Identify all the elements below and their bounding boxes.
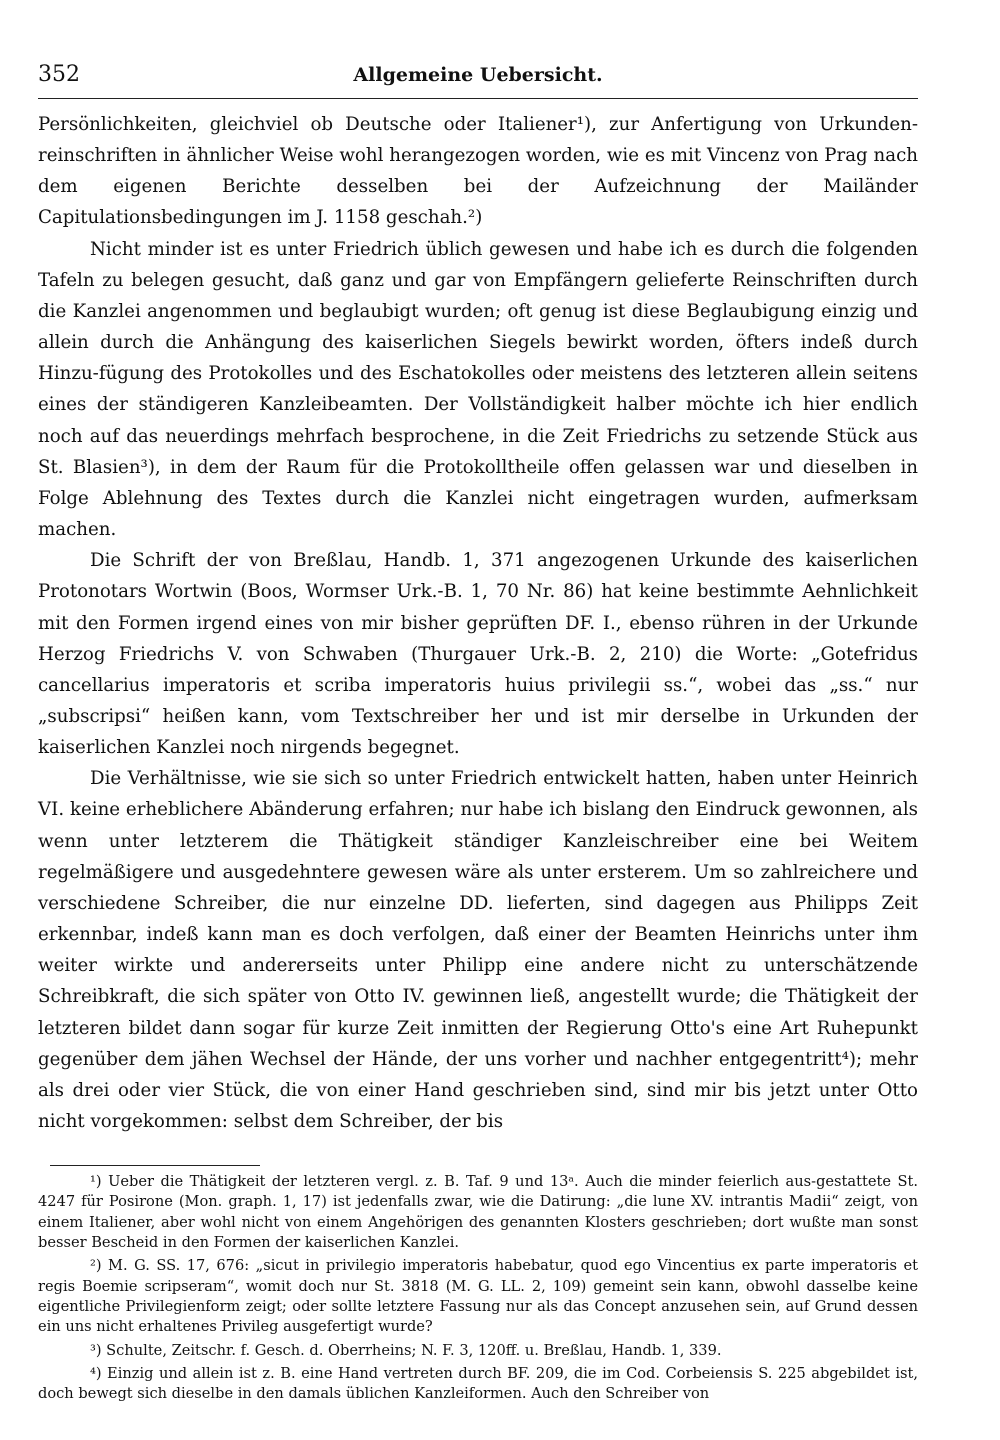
- footnote: ³) Schulte, Zeitschr. f. Gesch. d. Oberrheins; N. F. 3, 120ff. u. Breßlau, Handb. 1, 339.: [90, 1341, 722, 1359]
- running-title: Allgemeine Uebersicht.: [353, 64, 603, 86]
- paragraph: Die Verhältnisse, wie sie sich so unter Friedrich entwickelt hatten, haben unter Heinrich VI. keine erheblichere Abänderung erfahren; nur habe ich bislang den Eindruck gewonnen, als wenn unter letzterem die Thätigkeit ständiger Kanzleischreiber eine bei Weitem regelmäßigere und ausgedehntere gewesen wäre als unter ersterem. Um so zahlreichere und verschiedene Schreiber, die nur einzelne DD. lieferten, sind dagegen aus Philipps Zeit erkennbar, indeß kann man es doch verfolgen, daß einer der Beamten Heinrichs unter ihm weiter wirkte und andererseits unter Philipp eine andere nicht zu unterschätzende Schreibkraft, die sich später von Otto IV. gewinnen ließ, angestellt wurde; die Thätigkeit der letzteren bildet dann sogar für kurze Zeit inmitten der Regierung Otto's eine Art Ruhepunkt gegenüber dem jähen Wechsel der Hände, der uns vorher und nachher entgegentritt⁴); mehr als drei oder vier Stück, die von einer Hand geschrieben sind, sind mir bis jetzt unter Otto nicht vorgekommen: selbst dem Schreiber, der bis: [38, 768, 918, 1132]
- footnote: ⁴) Einzig und allein ist z. B. eine Hand vertreten durch BF. 209, die im Cod. Corbeiensis S. 225 abgebildet ist, doch bewegt sich dieselbe in den damals üblichen Kanzleiformen. Auch den Schreiber von: [38, 1364, 918, 1403]
- page-number: 352: [38, 62, 80, 87]
- paragraph: Die Schrift der von Breßlau, Handb. 1, 371 angezogenen Urkunde des kaiserlichen Protonotars Wortwin (Boos, Wormser Urk.-B. 1, 70 Nr. 86) hat keine bestimmte Aehnlichkeit mit den Formen irgend eines von mir bisher geprüften DF. I., ebenso rühren in der Urkunde Herzog Friedrichs V. von Schwaben (Thurgauer Urk.-B. 2, 210) die Worte: „Gotefridus cancellarius imperatoris et scriba imperatoris huius privilegii ss.“, wobei das „ss.“ nur „subscripsi“ heißen kann, vom Textschreiber her und ist mir derselbe in Urkunden der kaiserlichen Kanzlei noch nirgends begegnet.: [38, 550, 918, 759]
- body-text: [38, 109, 918, 1137]
- paragraph: Nicht minder ist es unter Friedrich üblich gewesen und habe ich es durch die folgenden Tafeln zu belegen gesucht, daß ganz und gar von Empfängern gelieferte Reinschriften durch die Kanzlei angenommen und beglaubigt wurden; oft genug ist diese Beglaubigung einzig und allein durch die Anhängung des kaiserlichen Siegels bewirkt worden, öfters indeß durch Hinzu-fügung des Protokolles und des Eschatokolles oder meistens des letzteren allein seitens eines der ständigeren Kanzleibeamten. Der Vollständigkeit halber möchte ich hier endlich noch auf das neuerdings mehrfach besprochene, in die Zeit Friedrichs zu setzende Stück aus St. Blasien³), in dem der Raum für die Protokolltheile offen gelassen war und dieselben in Folge Ablehnung des Textes durch die Kanzlei nicht eingetragen wurden, aufmerksam machen.: [38, 238, 918, 541]
- footnote-divider: [50, 1165, 260, 1166]
- running-header: [38, 62, 918, 99]
- footnote: ¹) Ueber die Thätigkeit der letzteren vergl. z. B. Taf. 9 und 13ᵃ. Auch die minder feierlich aus-gestattete St. 4247 für Posirone (Mon. graph. 1, 17) ist jedenfalls zwar, wie die Datirung: „die lune XV. intrantis Madii“ zeigt, von einem Italiener, aber wohl nicht von einem Angehörigen des genannten Klosters geschrieben; dort wußte man sonst besser Bescheid in den Formen der kaiserlichen Kanzlei.: [38, 1173, 918, 1252]
- footnotes: [38, 1172, 918, 1404]
- footnote: ²) M. G. SS. 17, 676: „sicut in privilegio imperatoris habebatur, quod ego Vincentius ex parte imperatoris et regis Boemie scripseram“, womit doch nur St. 3818 (M. G. LL. 2, 109) gemeint sein kann, obwohl dasselbe keine eigentliche Privilegienform zeigt; oder sollte letztere Fassung nur als das Concept anzusehen sein, auf Grund dessen ein uns nicht erhaltenes Privileg ausgefertigt wurde?: [38, 1257, 918, 1336]
- book-page: [38, 62, 918, 1404]
- paragraph: Persönlichkeiten, gleichviel ob Deutsche oder Italiener¹), zur Anfertigung von Urkunden-reinschriften in ähnlicher Weise wohl herangezogen worden, wie es mit Vincenz von Prag nach dem eigenen Berichte desselben bei der Aufzeichnung der Mailänder Capitulationsbedingungen im J. 1158 geschah.²): [38, 114, 918, 229]
